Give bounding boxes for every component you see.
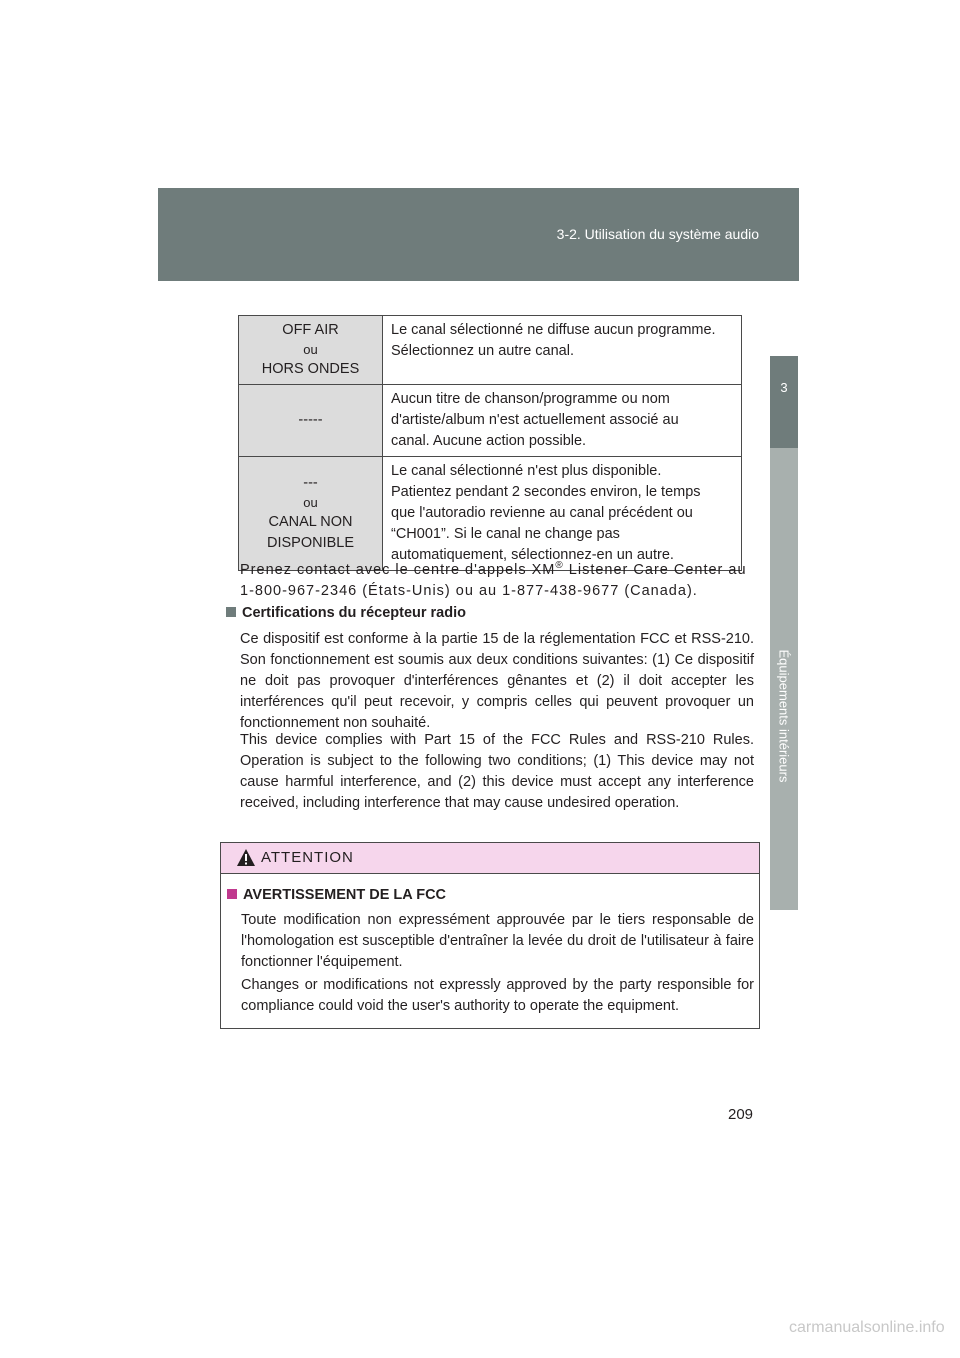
key-line: ----- bbox=[298, 412, 323, 428]
section-title: 3-2. Utilisation du système audio bbox=[556, 226, 759, 242]
key-line: HORS ONDES bbox=[261, 361, 360, 377]
certifications-heading-text: Certifications du récepteur radio bbox=[242, 605, 466, 621]
description-line: canal. Aucune action possible. bbox=[391, 433, 587, 449]
description-line: d'artiste/album n'est actuellement associé au bbox=[391, 412, 679, 428]
contact-text-start: Prenez contact avec le centre d'appels XM bbox=[240, 562, 556, 578]
status-description bbox=[383, 316, 742, 385]
table-row bbox=[239, 316, 742, 385]
status-description bbox=[383, 385, 742, 457]
key-line: DISPONIBLE bbox=[266, 535, 355, 551]
description-line: Sélectionnez un autre canal. bbox=[391, 343, 574, 359]
table-row bbox=[239, 457, 742, 571]
contact-paragraph bbox=[240, 560, 755, 602]
registered-mark: ® bbox=[555, 560, 564, 572]
chapter-label: Équipements intérieurs bbox=[776, 649, 792, 783]
status-key bbox=[239, 316, 383, 385]
square-bullet-icon bbox=[227, 889, 237, 899]
attention-box bbox=[220, 842, 760, 1029]
key-line: OFF AIR bbox=[282, 322, 339, 338]
attention-subheading bbox=[227, 887, 446, 903]
status-key bbox=[239, 385, 383, 457]
description-line: Aucun titre de chanson/programme ou nom bbox=[391, 391, 670, 407]
certifications-heading bbox=[226, 605, 466, 621]
certifications-paragraph-en: This device complies with Part 15 of the FCC Rules and RSS-210 Rules. Operation is subject to the following two conditions; (1) This device may not cause harmful interference, and (2) this device must accept any interference received, including interference that may cause undesired operation. bbox=[240, 732, 754, 811]
contact-text-end: Listener Care Center au 1-800-967-2346 (États-Unis) ou au 1-877-438-9677 (Canada). bbox=[240, 562, 747, 599]
key-line: ou bbox=[303, 342, 318, 357]
chapter-number: 3 bbox=[780, 380, 788, 395]
chapter-tab-number bbox=[770, 356, 798, 448]
description-line: que l'autoradio revienne au canal précédent ou bbox=[391, 505, 693, 521]
square-bullet-icon bbox=[226, 607, 236, 617]
description-line: automatiquement, sélectionnez-en un autre. bbox=[391, 547, 674, 563]
status-description bbox=[383, 457, 742, 571]
description-line: “CH001”. Si le canal ne change pas bbox=[391, 526, 620, 542]
description-line: Le canal sélectionné ne diffuse aucun programme. bbox=[391, 322, 716, 338]
attention-header bbox=[221, 843, 759, 874]
status-message-table bbox=[238, 315, 742, 571]
status-key bbox=[239, 457, 383, 571]
watermark: carmanualsonline.info bbox=[789, 1319, 945, 1336]
attention-title: ATTENTION bbox=[261, 849, 354, 866]
attention-paragraph-fr: Toute modification non expressément approuvée par le tiers responsable de l'homologation est susceptible d'entraîner la levée du droit de l'utilisateur à faire fonctionner l'équipement. bbox=[241, 912, 754, 970]
description-line: Patientez pendant 2 secondes environ, le temps bbox=[391, 484, 701, 500]
table-row bbox=[239, 385, 742, 457]
attention-paragraph-en: Changes or modifications not expressly approved by the party responsible for compliance could void the user's authority to operate the equipment. bbox=[241, 977, 754, 1014]
certifications-paragraph-fr: Ce dispositif est conforme à la partie 15 de la réglementation FCC et RSS-210. Son fonctionnement est soumis aux deux conditions suivantes: (1) Ce dispositif ne doit pas provoquer d'interférences gênantes et (2) il doit accepter les interférences qu'il peut recevoir, y compris celles qui peuvent provoquer un fonctionnement non souhaité. bbox=[240, 631, 754, 731]
key-line: --- bbox=[303, 475, 318, 491]
page-number: 209 bbox=[728, 1106, 754, 1123]
warning-triangle-icon bbox=[236, 848, 256, 872]
key-line: ou bbox=[303, 495, 318, 510]
attention-subheading-text: AVERTISSEMENT DE LA FCC bbox=[243, 887, 447, 903]
description-line: Le canal sélectionné n'est plus disponible. bbox=[391, 463, 662, 479]
chapter-tab bbox=[770, 448, 798, 910]
key-line: CANAL NON bbox=[268, 514, 353, 530]
section-header-bar bbox=[158, 188, 799, 281]
